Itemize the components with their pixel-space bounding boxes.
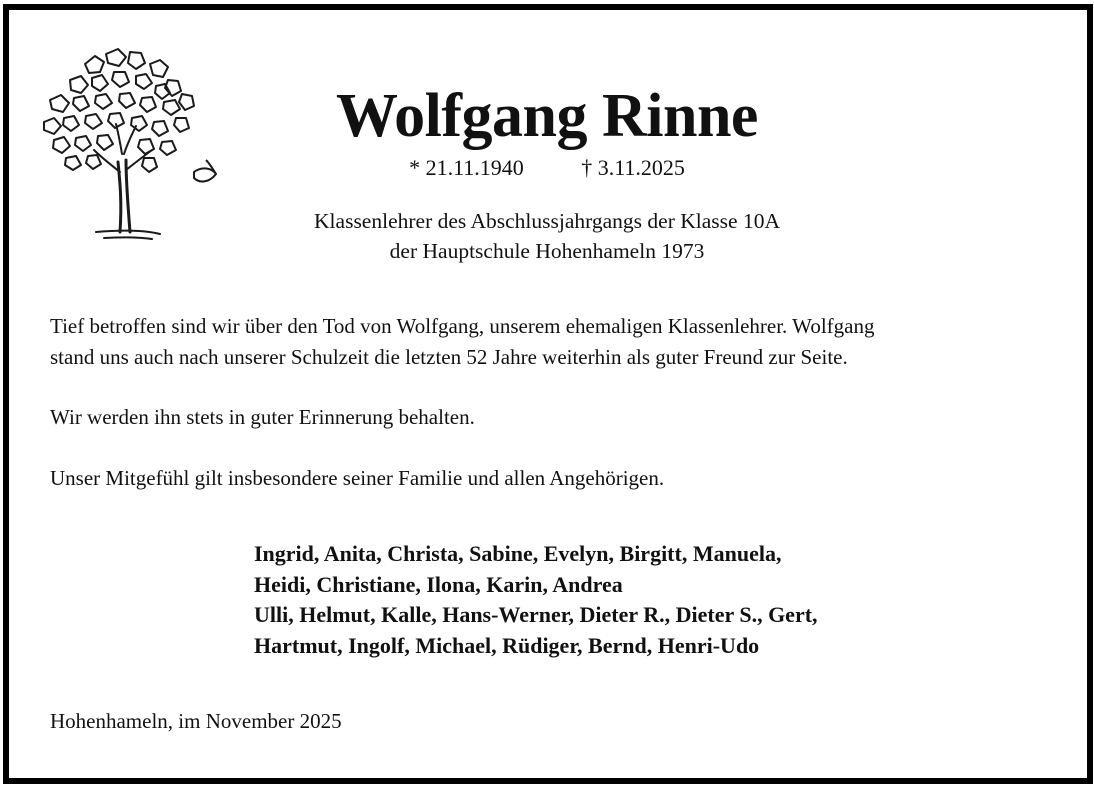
paragraph-line: stand uns auch nach unserer Schulzeit die letzten 52 Jahre weiterhin als guter Freund zur Seite. [50,345,848,369]
memory-paragraph: Wir werden ihn stets in guter Erinnerung behalten. [50,405,475,429]
death-date: † 3.11.2025 [581,155,685,180]
deceased-name: Wolfgang Rinne [336,82,758,150]
signers-line: Ulli, Helmut, Kalle, Hans-Werner, Dieter R., Dieter S., Gert, [254,602,818,627]
place-and-date: Hohenhameln, im November 2025 [50,709,342,733]
role-description [0,206,1094,266]
signers-list [254,539,818,661]
signers-line: Hartmut, Ingolf, Michael, Rüdiger, Bernd, Henri-Udo [254,632,760,658]
role-line: Klassenlehrer des Abschlussjahrgangs der Klasse 10A [314,209,780,233]
birth-date: * 21.11.1940 [409,155,524,180]
paragraph-line: Tief betroffen sind wir über den Tod von Wolfgang, unserem ehemaligen Klassenlehrer. Wolfgang [50,314,875,338]
condolence-paragraph [50,311,1050,373]
signers-line: Ingrid, Anita, Christa, Sabine, Evelyn, Birgitt, Manuela, [254,541,782,566]
life-dates [0,154,1094,182]
sympathy-paragraph: Unser Mitgefühl gilt insbesondere seiner Familie und allen Angehörigen. [50,466,665,490]
role-line: der Hauptschule Hohenhameln 1973 [389,239,705,263]
signers-line: Heidi, Christiane, Ilona, Karin, Andrea [254,571,623,597]
